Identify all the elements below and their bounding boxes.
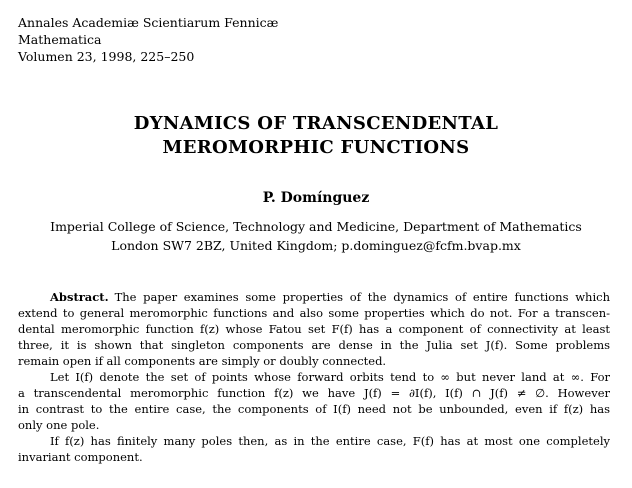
abstract-p3-line-2: invariant component. [18, 450, 143, 464]
abstract-p1-line-1: The paper examines some properties of the dynamics of entire functions which [114, 290, 610, 304]
journal-volume: Volumen 23, 1998, 225–250 [18, 49, 195, 64]
paper-title [0, 112, 632, 160]
journal-series: Mathematica [18, 32, 102, 47]
journal-name: Annales Academiæ Scientiarum Fennicæ [18, 15, 279, 30]
affiliation-line-2: London SW7 2BZ, United Kingdom; p.dominguez@fcfm.bvap.mx [111, 238, 521, 253]
affiliation-line-1: Imperial College of Science, Technology and Medicine, Department of Mathematics [50, 219, 582, 234]
abstract-p1-line-3: dental meromorphic function f(z) whose Fatou set F(f) has a component of connectivity at least [18, 322, 610, 336]
abstract-p2-line-1: Let I(f) denote the set of points whose forward orbits tend to ∞ but never land at ∞. For [50, 370, 610, 384]
author-name: P. Domínguez [262, 190, 370, 206]
affiliation [0, 217, 632, 255]
abstract-p2-line-3: in contrast to the entire case, the components of I(f) need not be unbounded, even if f(z) has [18, 402, 610, 416]
title-line-1: DYNAMICS OF TRANSCENDENTAL [133, 113, 499, 134]
abstract-line [18, 289, 610, 305]
journal-header [18, 14, 278, 65]
abstract-p3-line-1: If f(z) has finitely many poles then, as in the entire case, F(f) has at most one completely [50, 434, 610, 448]
abstract-p1-line-4: three, it is shown that singleton components are dense in the Julia set J(f). Some problems [18, 338, 610, 352]
title-line-2: MEROMORPHIC FUNCTIONS [162, 137, 470, 158]
abstract-heading: Abstract. [50, 290, 109, 304]
abstract-p1-line-5: remain open if all components are simply or doubly connected. [18, 354, 387, 368]
abstract-p1-line-2: extend to general meromorphic functions and also some properties which do not. For a transcen- [18, 306, 610, 320]
abstract-p2-line-4: only one pole. [18, 418, 100, 432]
abstract [18, 289, 610, 465]
abstract-p2-line-2: a transcendental meromorphic function f(z) we have J(f) = ∂I(f), I(f) ∩ J(f) ≠ ∅. However [18, 386, 610, 400]
